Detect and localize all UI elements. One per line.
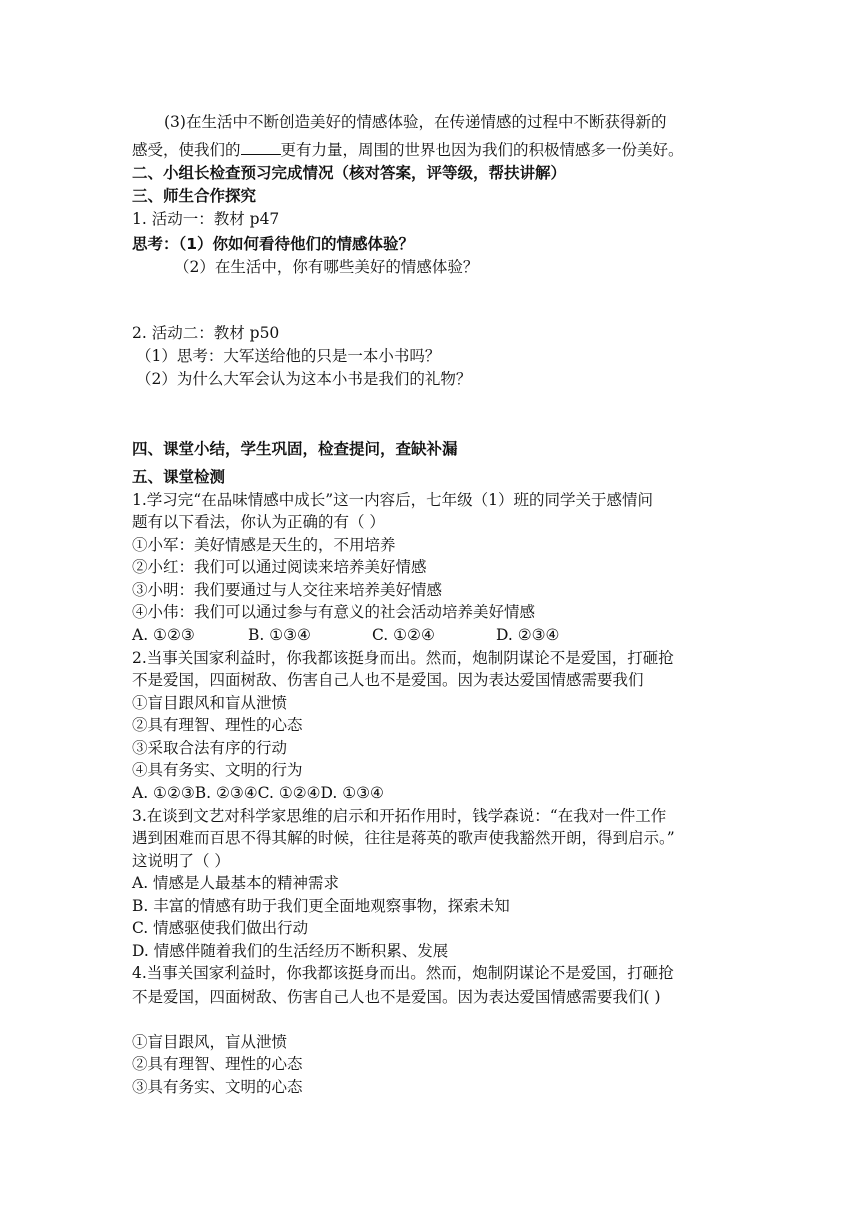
option-line: ①盲目跟风和盲从泄愤 [132, 694, 288, 712]
option-line: ①盲目跟风，盲从泄愤 [132, 1033, 288, 1051]
question-text: 4.当事关国家利益时，你我都该挺身而出。然而，炮制阴谋论不是爱国，打砸抢 [132, 964, 674, 982]
answer-choices: A. ①②③B. ②③④C. ①②④D. ①③④ [132, 784, 384, 802]
section-heading: 三、师生合作探究 [132, 187, 257, 205]
blank-prefix: 感受，使我们的 [132, 141, 241, 159]
option-line: ④小伟：我们可以通过参与有意义的社会活动培养美好情感 [132, 603, 536, 621]
text-line: (3)在生活中不断创造美好的情感体验，在传递情感的过程中不断获得新的 [164, 113, 667, 131]
option-line: ③小明：我们要通过与人交往来培养美好情感 [132, 581, 443, 599]
question-text: 不是爱国，四面树敌、伤害自己人也不是爱国。因为表达爱国情感需要我们( ) [132, 988, 661, 1006]
text-line: 2. 活动二：教材 p50 [132, 324, 280, 342]
question-text: 1.学习完“在品味情感中成长”这一内容后，七年级（1）班的同学关于感情问 [132, 491, 654, 509]
answer-choice-d: D. ②③④ [496, 626, 560, 644]
answer-choice-c: C. ①②④ [372, 626, 435, 644]
question-text: 题有以下看法，你认为正确的有（ ） [132, 513, 385, 531]
option-line: C. 情感驱使我们做出行动 [132, 919, 309, 937]
option-line: ②具有理智、理性的心态 [132, 716, 303, 734]
text-line-with-blank [132, 139, 684, 161]
answer-choice-a: A. ①②③ [132, 626, 195, 644]
option-line: B. 丰富的情感有助于我们更全面地观察事物，探索未知 [132, 897, 510, 915]
option-line: ②具有理智、理性的心态 [132, 1055, 303, 1073]
question-text: 遇到困难而百思不得其解的时候，往往是蒋英的歌声使我豁然开朗，得到启示。” [132, 829, 675, 847]
question-line: （2）为什么大军会认为这本小书是我们的礼物？ [136, 370, 472, 388]
option-line: ①小军：美好情感是天生的，不用培养 [132, 536, 396, 554]
blank-suffix: 更有力量，周围的世界也因为我们的积极情感多一份美好。 [280, 141, 684, 159]
section-heading: 五、课堂检测 [132, 468, 226, 486]
answer-choice-b: B. ①③④ [248, 626, 311, 644]
question-line: （2）在生活中，你有哪些美好的情感体验？ [174, 258, 479, 276]
option-line: ③采取合法有序的行动 [132, 739, 288, 757]
option-line: ③具有务实、文明的心态 [132, 1078, 303, 1096]
question-text: 不是爱国，四面树敌、伤害自己人也不是爱国。因为表达爱国情感需要我们 [132, 671, 644, 689]
option-line: A. 情感是人最基本的精神需求 [132, 874, 340, 892]
question-text: 这说明了（ ） [132, 852, 230, 870]
option-line: ④具有务实、文明的行为 [132, 761, 303, 779]
question-line: （1）思考：大军送给他的只是一本小书吗？ [136, 347, 441, 365]
option-line: D. 情感伴随着我们的生活经历不断积累、发展 [132, 942, 449, 960]
question-line: 思考：（1）你如何看待他们的情感体验？ [132, 235, 415, 253]
fill-in-blank [241, 140, 281, 155]
text-line: 1. 活动一：教材 p47 [132, 210, 280, 228]
question-text: 2.当事关国家利益时，你我都该挺身而出。然而，炮制阴谋论不是爱国，打砸抢 [132, 649, 674, 667]
option-line: ②小红：我们可以通过阅读来培养美好情感 [132, 558, 427, 576]
question-text: 3.在谈到文艺对科学家思维的启示和开拓作用时，钱学森说：“在我对一件工作 [132, 807, 667, 825]
section-heading: 二、小组长检查预习完成情况（核对答案，评等级，帮扶讲解） [132, 164, 567, 182]
section-heading: 四、课堂小结，学生巩固，检查提问，查缺补漏 [132, 440, 458, 458]
